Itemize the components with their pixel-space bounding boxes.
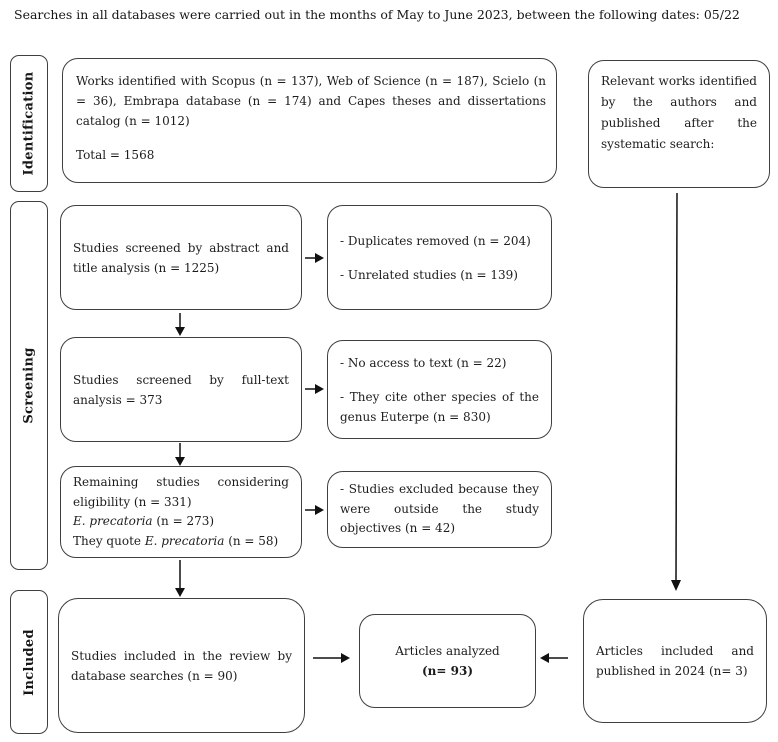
box-removed-row1 [327,205,552,310]
articles-analyzed-text: Articles analyzed [395,644,500,658]
arrow-s2-left-to-right [305,384,324,394]
screened-abstract-title-text: Studies screened by abstract and title analysis (n = 1225) [73,240,289,275]
arrow-relevant-works-down [671,193,681,591]
arrow-row1-down [175,313,185,336]
box-screened-fulltext [60,337,302,442]
species-name-italic-2: E. precatoria [144,533,225,548]
box-screened-abstract-title [60,205,302,310]
box-works-identified [62,58,557,183]
included-2024-text: Articles included and published in 2024 (n= 3) [596,644,754,678]
eligibility-line2-rest: (n = 273) [152,514,215,528]
no-access-text: - No access to text (n = 22) [340,355,507,370]
eligibility-line3 [73,532,289,552]
unrelated-studies-text: - Unrelated studies (n = 139) [340,267,518,282]
box-included-database [58,598,305,733]
excluded-objectives-text: - Studies excluded because they were outside the study objectives (n = 42) [340,482,539,536]
articles-analyzed-count: (n= 93) [421,664,473,678]
arrow-row3-down [175,560,185,597]
stage-label-identification [10,55,48,192]
arrow-s1-left-to-right [305,253,324,263]
search-dates-caption: Searches in all databases were carried out in the months of May to June 2023, between the following dates: 05/22 [14,7,740,22]
box-excluded-objectives [327,471,552,548]
works-identified-text: Works identified with Scopus (n = 137), Web of Science (n = 187), Scielo (n = 36), Embrapa database (n = 174) and Capes theses and dissertations catalog (n = 1012) [76,74,546,128]
arrow-2024-to-analyzed [540,653,568,663]
box-articles-analyzed [359,614,536,708]
other-species-text: - They cite other species of the genus Euterpe (n = 830) [340,389,539,424]
stage-label-included-text: Included [21,628,37,696]
box-included-2024 [583,599,767,723]
eligibility-line3-pre: They quote [73,533,145,548]
box-removed-row2 [327,340,552,439]
screened-fulltext-text: Studies screened by full-text analysis = 373 [73,372,289,407]
stage-label-identification-text: Identification [21,71,37,176]
duplicates-removed-text: - Duplicates removed (n = 204) [340,233,531,248]
included-database-text: Studies included in the review by database searches (n = 90) [71,648,292,683]
arrow-included-to-analyzed [313,653,350,663]
arrow-row2-down [175,443,185,466]
arrow-s3-left-to-right [305,505,324,515]
eligibility-line1: Remaining studies considering eligibility (n = 331) [73,475,289,509]
eligibility-line2 [73,512,289,532]
stage-label-included [10,590,48,734]
works-identified-total: Total = 1568 [76,148,155,162]
relevant-works-text: Relevant works identified by the authors and published after the systematic search: [601,74,757,151]
box-eligibility [60,466,302,558]
box-relevant-works [588,60,770,188]
stage-label-screening-text: Screening [21,347,37,424]
stage-label-screening [10,201,48,570]
species-name-italic: E. precatoria [73,514,153,528]
eligibility-line3-rest: (n = 58) [224,533,279,548]
